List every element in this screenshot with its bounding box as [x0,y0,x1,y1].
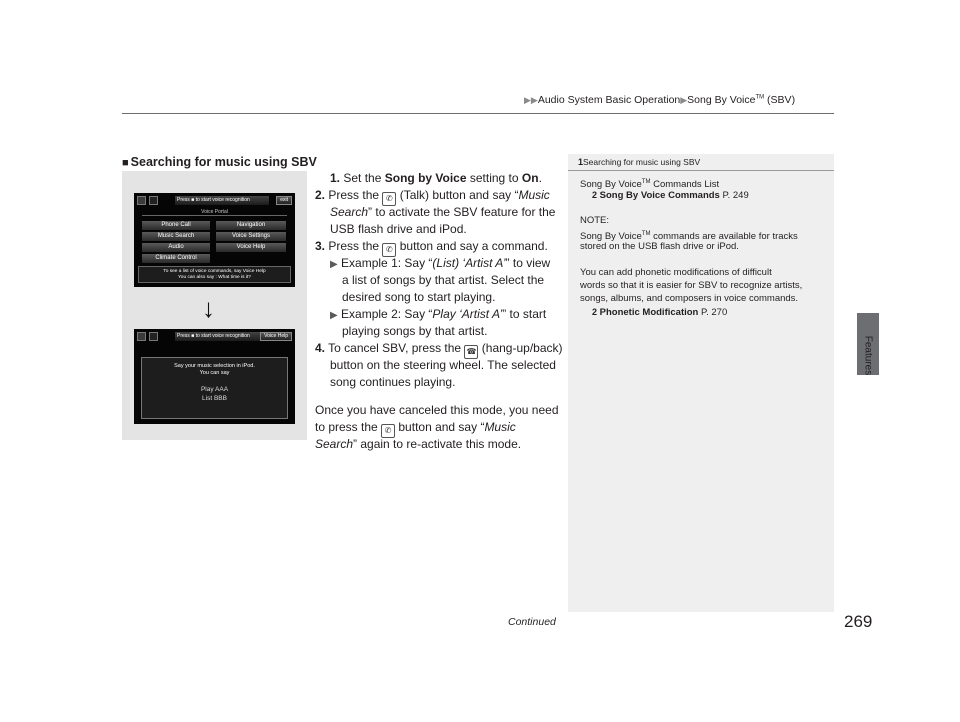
step-1 [330,170,542,187]
audio-button: Audio [142,243,210,252]
step-text: to press the [315,420,382,434]
music-selection-screen [134,329,295,424]
section-title-text: Searching for music using SBV [130,155,317,169]
dialog-line-4: List BBB [202,395,227,402]
step-text: (Talk) button and say “ [396,188,519,202]
breadcrumb-item-sbv: Song By Voice [687,94,756,106]
example-1-line-3: desired song to start playing. [342,290,496,304]
step-number: 1. [330,171,341,185]
step-text: setting to [466,171,522,185]
triangle-right-icon: ▶▶ [524,95,538,105]
step-text: Example 2: Say “ [341,307,433,321]
dialog-line-1: Say your music selection in iPod. [174,363,255,369]
setting-value: On [521,171,539,185]
exit-button: exit [276,196,292,205]
paragraph-line-3 [315,436,521,453]
music-search-button: Music Search [142,232,210,241]
note-divider [568,170,834,171]
dialog-line-3: Play AAA [200,386,229,393]
breadcrumb-item-sbv-suffix: (SBV) [764,94,796,106]
talk-icon: ✆ [381,424,395,438]
step-text: (hang-up/back) [478,341,563,355]
talk-icon: ✆ [382,192,396,206]
page-number: 269 [844,612,873,631]
step-number: 4. [315,341,326,355]
note-text: commands are available for tracks [650,231,798,243]
step-text: Press the [328,188,383,202]
voice-help-button: Voice Help [216,243,286,252]
note-line: words so that it is easier for SBV to recognize artists, [580,280,803,291]
example-2-line-2: playing songs by that artist. [342,324,488,338]
press-to-talk-banner: Press ■ to start voice recognition [175,332,269,341]
note-marker-icon: 1 [578,157,584,167]
step-number: 2. [315,188,326,202]
breadcrumb-item-audio: Audio System Basic Operation [537,94,681,106]
breadcrumb [524,94,795,106]
ref-link[interactable]: Phonetic Modification [599,307,699,318]
talk-icon [149,332,158,341]
step-text: Example 1: Say “ [341,256,433,270]
setting-name: Song by Voice [384,171,467,185]
hint-line-2: You can also say : What time is it? [178,275,251,280]
section-marker-icon: ■ [122,157,129,169]
note-line: You can add phonetic modifications of difficult [580,267,772,278]
note-ref-phonetic[interactable] [592,306,727,320]
note-line: NOTE: [580,215,610,226]
voice-hint-box [138,266,291,283]
voice-command: Search [330,205,369,219]
info-icon [137,332,146,341]
title-divider [142,215,287,216]
triangle-right-icon: ▶ [680,95,688,105]
example-1-line-2: a list of songs by that artist. Select the [342,273,545,287]
continued-label: Continued [508,616,556,628]
note-text: Song By Voice [580,231,642,243]
step-number: 3. [315,239,326,253]
step-2-line-2 [330,204,555,221]
step-text: Set the [343,171,385,185]
example-1 [330,255,550,273]
trademark-mark: TM [755,94,765,101]
climate-control-button: Climate Control [142,254,210,263]
ref-link[interactable]: Song By Voice Commands [599,190,720,201]
step-text: Press the [328,239,383,253]
screen-top-bar [137,332,292,341]
voice-help-button: Voice Help [260,332,292,341]
trademark-mark: TM [641,179,651,185]
step-text: ” to start [502,307,547,321]
ref-arrow-icon: 2 [592,190,598,200]
voice-command: Music [484,420,516,434]
talk-icon [149,196,158,205]
section-title [122,155,317,169]
example-2 [330,306,546,324]
step-4-line-2: button on the steering wheel. The selected [330,358,556,372]
voice-portal-title: Voice Portal [201,209,228,215]
ref-page: P. 249 [719,190,749,201]
step-2-line-3: USB flash drive and iPod. [330,222,467,236]
note-line: songs, albums, and composers in voice commands. [580,293,799,304]
step-text: To cancel SBV, press the [328,341,465,355]
down-arrow-icon: ↓ [202,293,215,323]
step-text: button and say a command. [396,239,548,253]
trademark-mark: TM [641,231,651,237]
talk-icon: ✆ [382,243,396,257]
info-icon [137,196,146,205]
note-title [578,157,700,167]
note-text: Song By Voice [580,179,642,191]
press-to-talk-banner: Press ■ to start voice recognition [175,196,269,205]
header-divider [122,113,834,114]
step-text: ” to view [505,256,551,270]
ref-arrow-icon: 2 [592,307,598,317]
step-text: ” to activate the SBV feature for the [368,205,556,219]
voice-settings-button: Voice Settings [216,232,286,241]
hang-up-icon: ☎ [464,345,478,359]
music-selection-dialog [141,357,288,419]
note-line: stored on the USB flash drive or iPod. [580,241,739,252]
voice-command: Play ‘Artist A’ [432,307,503,321]
ref-page: P. 270 [698,307,728,318]
step-text: button and say “ [395,420,485,434]
step-text: . [538,171,542,185]
navigation-button: Navigation [216,221,286,230]
voice-command: (List) ‘Artist A’ [432,256,506,270]
phone-call-button: Phone Call [142,221,210,230]
dialog-line-2: You can say [199,370,230,376]
step-4-line-3: song continues playing. [330,375,456,389]
chapter-label: Features [862,335,874,376]
triangle-right-icon: ▶ [330,310,338,321]
voice-command: Music [518,188,550,202]
note-text: Commands List [650,179,720,191]
triangle-right-icon: ▶ [330,259,338,270]
hint-line-1: To see a list of voice commands, say Voice Help [163,269,266,274]
paragraph-line-1: Once you have canceled this mode, you need [315,403,559,417]
step-text: ” again to re-activate this mode. [353,437,522,451]
screen-top-bar [137,196,292,205]
note-ref-sbv-commands[interactable] [592,189,749,203]
voice-portal-screen [134,193,295,287]
note-title-text: Searching for music using SBV [583,157,701,167]
voice-command: Search [315,437,354,451]
